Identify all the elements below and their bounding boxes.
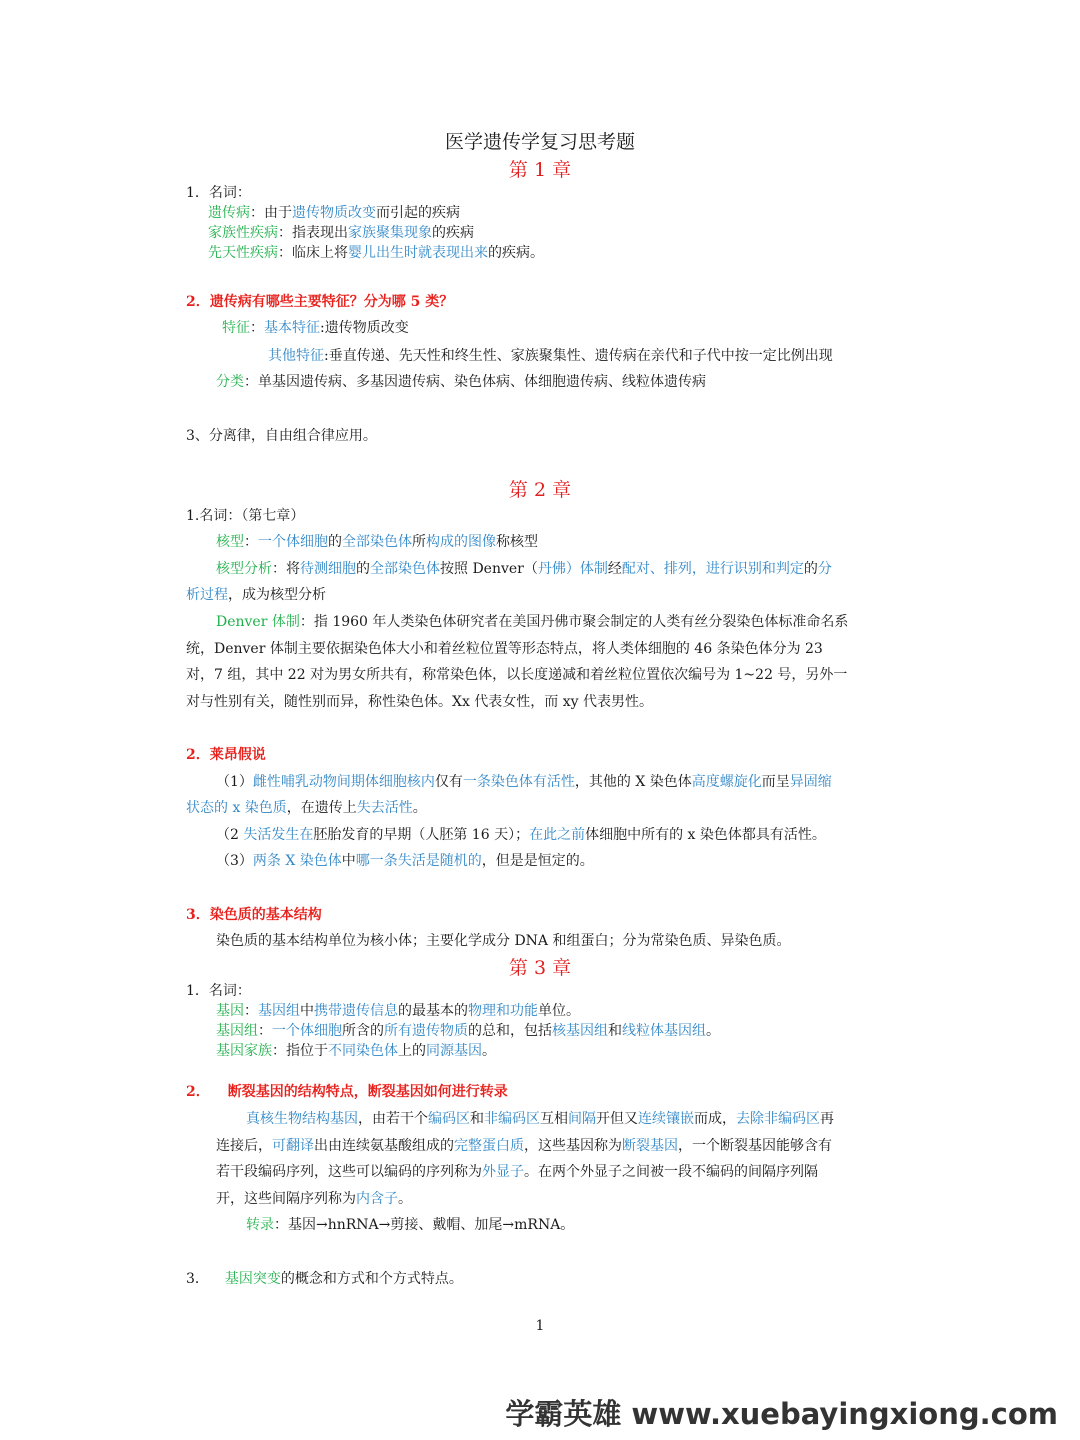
denver-line-2: 统，Denver 体制主要依据染色体大小和着丝粒位置等形态特点，将人类体细胞的 46 条染色体分为 23 <box>186 641 823 657</box>
denver-line-4: 对与性别有关，随性别而异，称性染色体。Xx 代表女性，而 xy 代表男性。 <box>186 694 654 710</box>
ch1-q3: 3、分离律，自由组合律应用。 <box>186 428 377 444</box>
term-familial-disease: 家族性疾病：指表现出家族聚集现象的疾病 <box>208 225 474 241</box>
page-number: 1 <box>535 1318 545 1334</box>
term-genetic-disease: 遗传病：由于遗传物质改变而引起的疾病 <box>208 205 460 221</box>
chromatin-structure-text: 染色质的基本结构单位为核小体；主要化学成分 DNA 和组蛋白；分为常染色质、异染色质。 <box>216 933 791 949</box>
split-gene-line-3: 若干段编码序列，这些可以编码的序列称为外显子。在两个外显子之间被一段不编码的间隔序列隔 <box>216 1164 818 1180</box>
term-gene-family: 基因家族：指位于不同染色体上的同源基因。 <box>216 1043 496 1059</box>
term-karyotype-analysis: 核型分析：将待测细胞的全部染色体按照 Denver（丹佛）体制经配对、排列，进行识别和判定的分 <box>216 561 832 577</box>
lyon-point-2: （2 失活发生在胚胎发育的早期（人胚第 16 天）；在此之前体细胞中所有的 x 染色体都具有活性。 <box>216 827 826 843</box>
document-title: 医学遗传学复习思考题 <box>444 131 635 153</box>
ch2-q2-title: 2．莱昂假说 <box>186 747 266 763</box>
ch1-q2-title: 2．遗传病有哪些主要特征？分为哪 5 类？ <box>186 294 454 310</box>
term-congenital-disease: 先天性疾病：临床上将婴儿出生时就表现出来的疾病。 <box>208 245 544 261</box>
transcription-line: 转录：基因→hnRNA→剪接、戴帽、加尾→mRNA。 <box>246 1217 575 1233</box>
ch2-q1-label: 1.名词：（第七章） <box>186 508 305 524</box>
ch3-q1-label: 1．名词： <box>186 983 251 999</box>
lyon-point-1-cont: 状态的 x 染色质，在遗传上失去活性。 <box>186 800 427 816</box>
chapter-3-heading: 第 3 章 <box>508 957 572 979</box>
lyon-point-3: （3）两条 X 染色体中哪一条失活是随机的，但是是恒定的。 <box>216 853 594 869</box>
classification: 分类：单基因遗传病、多基因遗传病、染色体病、体细胞遗传病、线粒体遗传病 <box>216 374 706 390</box>
ch3-q2-title: 2． 断裂基因的结构特点，断裂基因如何进行转录 <box>186 1084 508 1100</box>
split-gene-line-4: 开，这些间隔序列称为内含子。 <box>216 1191 412 1207</box>
term-karyotype-analysis-cont: 析过程，成为核型分析 <box>186 587 326 603</box>
term-denver-system: Denver 体制：指 1960 年人类染色体研究者在美国丹佛市聚会制定的人类有丝分裂染色体标准命名系 <box>216 614 849 630</box>
split-gene-line-1: 真核生物结构基因，由若干个编码区和非编码区互相间隔开但又连续镶嵌而成，去除非编码区再 <box>246 1111 834 1127</box>
site-watermark: 学霸英雄 www.xuebayingxiong.com <box>505 1397 1058 1431</box>
term-genome: 基因组：一个体细胞所含的所有遗传物质的总和，包括核基因组和线粒体基因组。 <box>216 1023 720 1039</box>
chapter-1-heading: 第 1 章 <box>508 159 572 181</box>
features-other: 其他特征:垂直传递、先天性和终生性、家族聚集性、遗传病在亲代和子代中按一定比例出现 <box>268 348 833 364</box>
term-gene: 基因：基因组中携带遗传信息的最基本的物理和功能单位。 <box>216 1003 580 1019</box>
split-gene-line-2: 连接后，可翻译出由连续氨基酸组成的完整蛋白质，这些基因称为断裂基因，一个断裂基因能够含有 <box>216 1138 832 1154</box>
features-basic: 特征：基本特征:遗传物质改变 <box>222 320 409 336</box>
ch1-q1-label: 1．名词： <box>186 185 251 201</box>
ch2-q3-title: 3．染色质的基本结构 <box>186 907 322 923</box>
denver-line-3: 对，7 组，其中 22 对为男女所共有，称常染色体，以长度递减和着丝粒位置依次编号为 1~22 号，另外一 <box>186 667 848 683</box>
lyon-point-1: （1）雌性哺乳动物间期体细胞核内仅有一条染色体有活性，其他的 X 染色体高度螺旋化而呈异固缩 <box>216 774 832 790</box>
chapter-2-heading: 第 2 章 <box>508 479 572 501</box>
term-karyotype: 核型：一个体细胞的全部染色体所构成的图像称核型 <box>216 534 538 550</box>
ch3-q3: 3． 基因突变的概念和方式和个方式特点。 <box>186 1271 463 1287</box>
